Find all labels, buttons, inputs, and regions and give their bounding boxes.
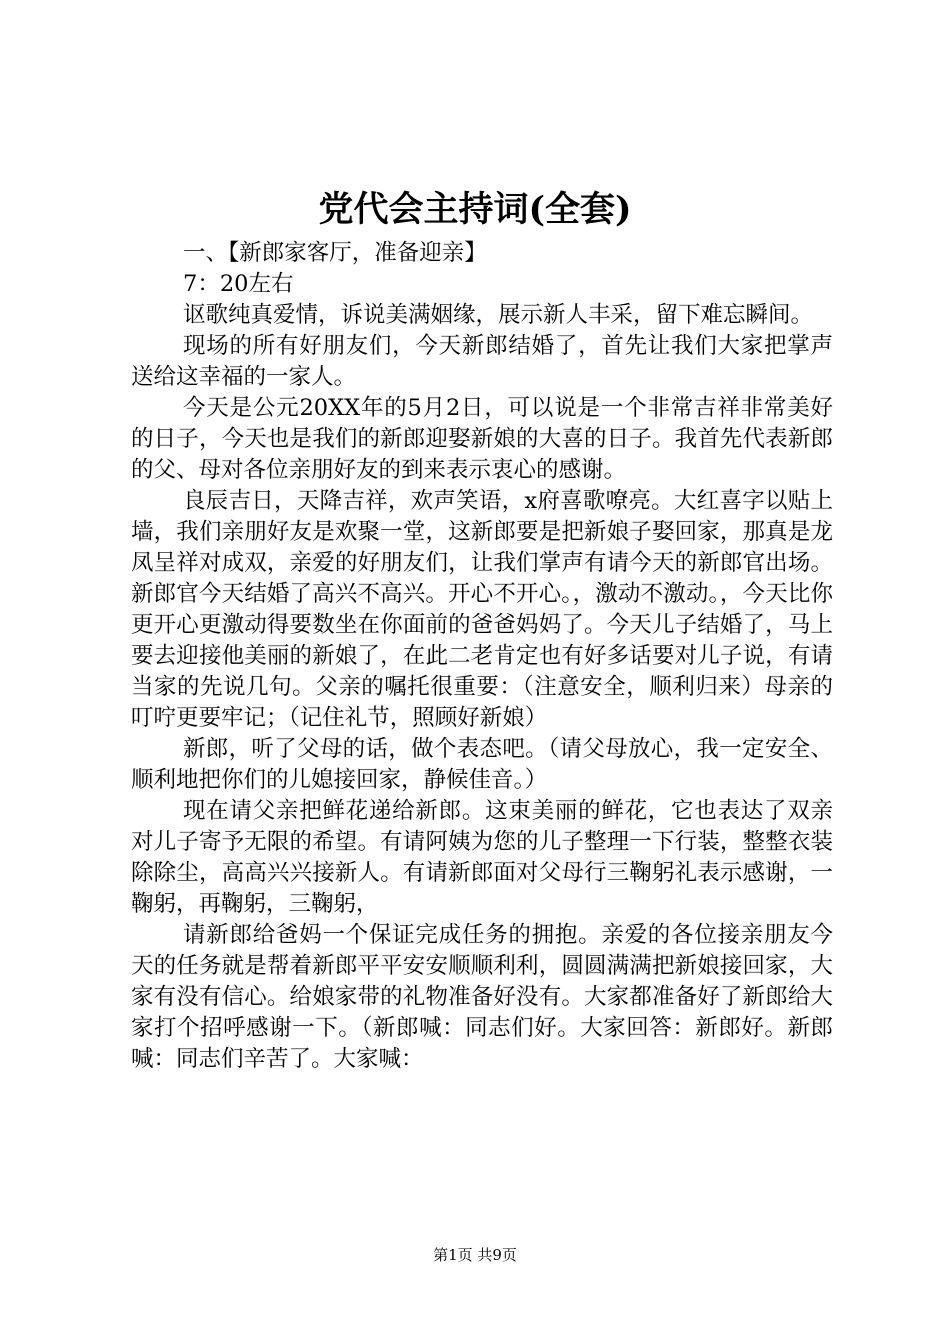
paragraph: 今天是公元20XX年的5月2日，可以说是一个非常吉祥非常美好的日子，今天也是我们的新郎迎娶新娘的大喜的日子。我首先代表新郎的父、母对各位亲朋好友的到来表示衷心的感谢。 [131,395,833,483]
paragraph: 新郎，听了父母的话，做个表态吧。（请父母放心，我一定安全、顺利地把你们的儿媳接回家，静候佳音。） [131,736,833,793]
paragraph: 请新郎给爸妈一个保证完成任务的拥抱。亲爱的各位接亲朋友今天的任务就是帮着新郎平平安安顺顺利利，圆圆满满把新娘接回家，大家有没有信心。给娘家带的礼物准备好没有。大家都准备好了新郎给大家打个招呼感谢一下。（新郎喊：同志们好。大家回答：新郎好。新郎喊：同志们辛苦了。大家喊： [131,922,833,1072]
paragraph: 讴歌纯真爱情，诉说美满姻缘，展示新人丰采，留下难忘瞬间。 [183,302,814,328]
page-number-footer: 第1页 共9页 [433,1246,517,1264]
paragraph: 现场的所有好朋友们，今天新郎结婚了，首先让我们大家把掌声送给这幸福的一家人。 [131,333,833,390]
paragraph-section-heading: 一、【新郎家客厅，准备迎亲】 [183,240,487,266]
paragraph: 良辰吉日，天降吉祥，欢声笑语，x府喜歌嘹亮。大红喜字以贴上墙，我们亲朋好友是欢聚一堂，这新郎要是把新娘子娶回家，那真是龙凤呈祥对成双，亲爱的好朋友们，让我们掌声有请今天的新郎官出场。新郎官今天结婚了高兴不高兴。开心不开心。，激动不激动。，今天比你更开心更激动得要数坐在你面前的爸爸妈妈了。今天儿子结婚了，马上要去迎接他美丽的新娘了，在此二老肯定也有好多话要对儿子说，有请当家的先说几句。父亲的嘱托很重要：（注意安全，顺利归来）母亲的叮咛更要牢记；（记住礼节，照顾好新娘） [131,488,833,731]
document-title: 党代会主持词(全套) [318,189,632,230]
paragraph: 现在请父亲把鲜花递给新郎。这束美丽的鲜花，它也表达了双亲对儿子寄予无限的希望。有请阿姨为您的儿子整理一下行装，整整衣装除除尘，高高兴兴接新人。有请新郎面对父母行三鞠躬礼表示感谢，一鞠躬，再鞠躬，三鞠躬， [131,798,833,917]
document-body [131,238,833,1075]
paragraph-time: 7：20左右 [183,271,294,297]
